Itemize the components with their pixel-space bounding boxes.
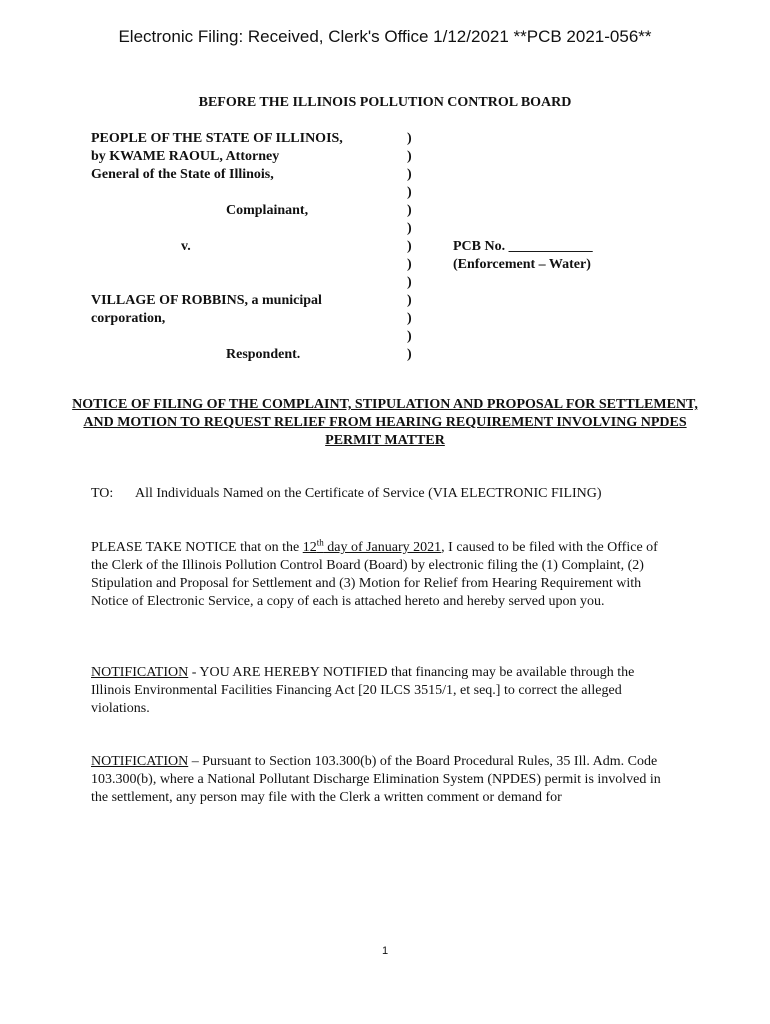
paragraph-text: , I caused to be filed with the Office of the Clerk of the Illinois Pollution Control Board (Board) by electronic filing the (1) Complaint, (2) Stipulation and Proposal for Settlement and (3) Motion for Relief from Hearing Requirement with Notice of Electronic Service, a copy of each is attached hereto and hereby served upon you. (91, 540, 658, 609)
caption-paren: ) (407, 311, 412, 326)
paragraph-text: PLEASE TAKE NOTICE that on the (91, 540, 303, 555)
respondent-line: corporation, (91, 311, 166, 326)
to-recipients: All Individuals Named on the Certificate of Service (VIA ELECTRONIC FILING) (135, 486, 602, 501)
caption-paren: ) (407, 239, 412, 254)
caption-paren-column (407, 130, 419, 364)
to-label: TO: (91, 486, 114, 501)
plaintiff-line: by KWAME RAOUL, Attorney (91, 149, 280, 164)
caption-paren: ) (407, 203, 412, 218)
case-type: (Enforcement – Water) (453, 257, 591, 272)
npdes-notification-paragraph (91, 753, 676, 807)
case-number-block (453, 238, 593, 274)
page-number: 1 (381, 945, 389, 957)
caption-paren: ) (407, 347, 412, 362)
notification-label: NOTIFICATION (91, 665, 189, 680)
case-number: PCB No. ____________ (453, 239, 593, 254)
caption-paren: ) (407, 329, 412, 344)
plaintiff-line: General of the State of Illinois, (91, 167, 274, 182)
filing-day: 12 (302, 540, 317, 555)
caption-paren: ) (407, 221, 412, 236)
electronic-filing-stamp: Electronic Filing: Received, Clerk's Office 1/12/2021 **PCB 2021-056** (118, 27, 652, 46)
respondent-line: VILLAGE OF ROBBINS, a municipal (91, 293, 322, 308)
notice-paragraph (91, 539, 676, 611)
versus-label: v. (181, 239, 191, 254)
financing-notification-paragraph (91, 664, 676, 718)
paragraph-text: - YOU ARE HEREBY NOTIFIED that financing may be available through the Illinois Environmental Facilities Financing Act [20 ILCS 3515/1, et seq.] to correct the alleged violations. (91, 665, 635, 716)
caption-paren: ) (407, 293, 412, 308)
to-line (91, 486, 602, 502)
filing-date (302, 537, 442, 555)
court-title: BEFORE THE ILLINOIS POLLUTION CONTROL BOARD (198, 95, 572, 110)
case-caption-parties (91, 130, 401, 364)
notification-label: NOTIFICATION (91, 754, 189, 769)
caption-paren: ) (407, 257, 412, 272)
filing-day-suffix: th (316, 537, 324, 548)
complainant-label: Complainant, (226, 203, 309, 218)
caption-paren: ) (407, 275, 412, 290)
caption-paren: ) (407, 185, 412, 200)
filing-month-year: day of January 2021 (323, 540, 442, 555)
caption-paren: ) (407, 167, 412, 182)
notice-title: NOTICE OF FILING OF THE COMPLAINT, STIPULATION AND PROPOSAL FOR SETTLEMENT, AND MOTION TO REQUEST RELIEF FROM HEARING REQUIREMENT INVOLVING NPDES PERMIT MATTER (72, 397, 698, 448)
paragraph-text: – Pursuant to Section 103.300(b) of the Board Procedural Rules, 35 Ill. Adm. Code 103.300(b), where a National Pollutant Discharge Elimination System (NPDES) permit is involved in the settlement, any person may file with the Clerk a written comment or demand for (91, 754, 661, 805)
caption-paren: ) (407, 131, 412, 146)
plaintiff-line: PEOPLE OF THE STATE OF ILLINOIS, (91, 131, 343, 146)
caption-paren: ) (407, 149, 412, 164)
respondent-label: Respondent. (226, 347, 301, 362)
